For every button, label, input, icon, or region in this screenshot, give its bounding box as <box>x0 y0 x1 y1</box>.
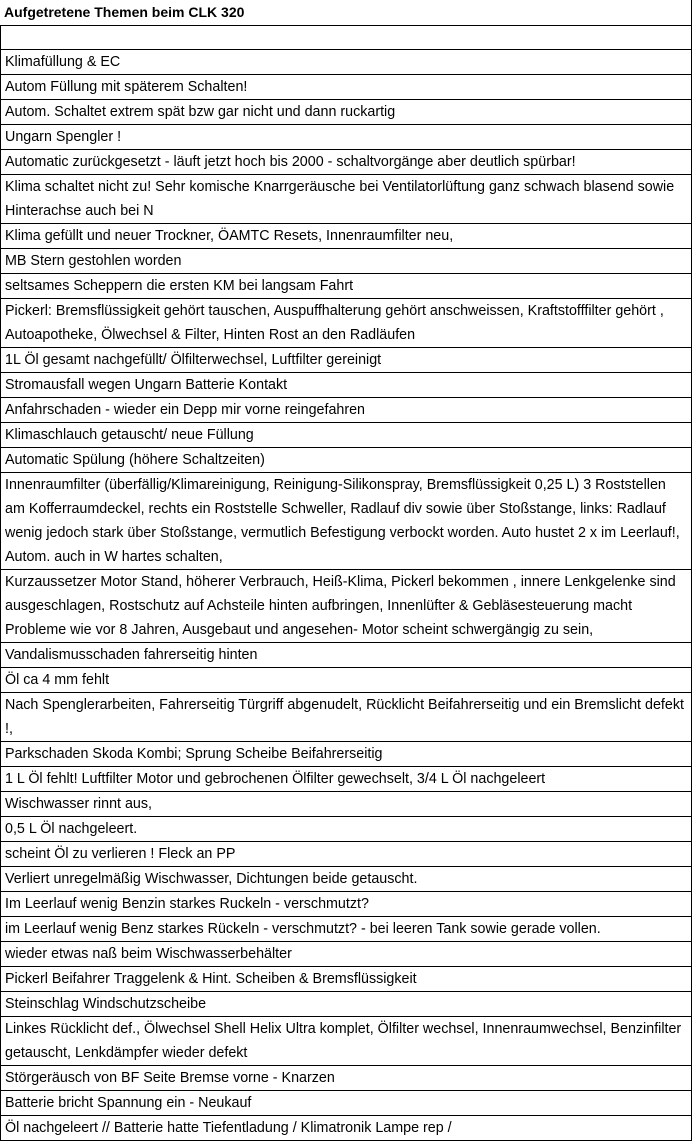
table-cell[interactable]: Automatic zurückgesetzt - läuft jetzt hoch bis 2000 - schaltvorgänge aber deutlich spürbar! <box>1 150 692 175</box>
table-row <box>1 224 692 249</box>
table-row <box>1 792 692 817</box>
table-cell[interactable]: 1 L Öl fehlt! Luftfilter Motor und gebrochenen Ölfilter gewechselt, 3/4 L Öl nachgeleert <box>1 767 692 792</box>
issues-table-body <box>1 26 692 1141</box>
table-row <box>1 125 692 150</box>
table-cell[interactable]: Steinschlag Windschutzscheibe <box>1 992 692 1017</box>
table-row <box>1 448 692 473</box>
table-row <box>1 1116 692 1141</box>
table-row <box>1 967 692 992</box>
table-cell[interactable]: Innenraumfilter (überfällig/Klimareinigung, Reinigung-Silikonspray, Bremsflüssigkeit 0,25 L) 3 Roststellen am Kofferraumdeckel, rechts ein Roststelle Schweller, Radlauf div sowie über Stoßstange, links: Radlauf wenig jedoch stark über Stoßstange, vermutlich Befestigung verbockt worden. Auto hustet 2 x im Leerlauf!, Autom. auch in W hartes schalten, <box>1 473 692 570</box>
table-row <box>1 917 692 942</box>
table-cell[interactable]: Nach Spenglerarbeiten, Fahrerseitig Türgriff abgenudelt, Rücklicht Beifahrerseitig und ein Bremslicht defekt !, <box>1 693 692 742</box>
table-cell[interactable]: Pickerl: Bremsflüssigkeit gehört tauschen, Auspuffhalterung gehört anschweissen, Kraftstofffilter gehört , Autoapotheke, Ölwechsel & Filter, Hinten Rost an den Radläufen <box>1 299 692 348</box>
table-cell[interactable]: Klimaschlauch getauscht/ neue Füllung <box>1 423 692 448</box>
table-row <box>1 1066 692 1091</box>
issues-table <box>0 25 692 1141</box>
table-row <box>1 842 692 867</box>
table-cell[interactable]: Ungarn Spengler ! <box>1 125 692 150</box>
table-cell[interactable]: Batterie bricht Spannung ein - Neukauf <box>1 1091 692 1116</box>
table-row <box>1 373 692 398</box>
table-cell[interactable]: Parkschaden Skoda Kombi; Sprung Scheibe Beifahrerseitig <box>1 742 692 767</box>
table-cell[interactable]: Klima gefüllt und neuer Trockner, ÖAMTC Resets, Innenraumfilter neu, <box>1 224 692 249</box>
table-cell[interactable]: Autom. Schaltet extrem spät bzw gar nicht und dann ruckartig <box>1 100 692 125</box>
table-row <box>1 1091 692 1116</box>
table-cell[interactable]: Im Leerlauf wenig Benzin starkes Ruckeln - verschmutzt? <box>1 892 692 917</box>
table-row <box>1 175 692 224</box>
table-row <box>1 867 692 892</box>
table-cell[interactable]: Anfahrschaden - wieder ein Depp mir vorne reingefahren <box>1 398 692 423</box>
table-row <box>1 473 692 570</box>
table-cell[interactable]: Klimafüllung & EC <box>1 50 692 75</box>
table-cell[interactable]: im Leerlauf wenig Benz starkes Rückeln - verschmutzt? - bei leeren Tank sowie gerade vollen. <box>1 917 692 942</box>
table-row <box>1 249 692 274</box>
table-cell[interactable]: Autom Füllung mit späterem Schalten! <box>1 75 692 100</box>
table-row <box>1 992 692 1017</box>
table-cell[interactable]: 0,5 L Öl nachgeleert. <box>1 817 692 842</box>
table-cell[interactable]: wieder etwas naß beim Wischwasserbehälter <box>1 942 692 967</box>
table-row <box>1 693 692 742</box>
table-row <box>1 817 692 842</box>
table-cell[interactable]: Stromausfall wegen Ungarn Batterie Kontakt <box>1 373 692 398</box>
sheet-title: Aufgetretene Themen beim CLK 320 <box>0 0 692 25</box>
table-cell[interactable]: Öl nachgeleert // Batterie hatte Tiefentladung / Klimatronik Lampe rep / <box>1 1116 692 1141</box>
table-row <box>1 1017 692 1066</box>
table-row <box>1 668 692 693</box>
table-cell[interactable]: 1L Öl gesamt nachgefüllt/ Ölfilterwechsel, Luftfilter gereinigt <box>1 348 692 373</box>
table-cell[interactable]: Vandalismusschaden fahrerseitig hinten <box>1 643 692 668</box>
table-row <box>1 767 692 792</box>
table-row <box>1 398 692 423</box>
table-cell[interactable]: Pickerl Beifahrer Traggelenk & Hint. Scheiben & Bremsflüssigkeit <box>1 967 692 992</box>
table-row <box>1 50 692 75</box>
table-row <box>1 26 692 50</box>
table-row <box>1 570 692 643</box>
table-row <box>1 892 692 917</box>
table-row <box>1 348 692 373</box>
table-cell[interactable]: seltsames Scheppern die ersten KM bei langsam Fahrt <box>1 274 692 299</box>
table-cell[interactable]: Verliert unregelmäßig Wischwasser, Dichtungen beide getauscht. <box>1 867 692 892</box>
table-cell[interactable]: Kurzaussetzer Motor Stand, höherer Verbrauch, Heiß-Klima, Pickerl bekommen , innere Lenkgelenke sind ausgeschlagen, Rostschutz auf Achsteile hinten aufbringen, Innenlüfter & Gebläsesteuerung macht Probleme wie vor 8 Jahren, Ausgebaut und angesehen- Motor scheint schwergängig zu sein, <box>1 570 692 643</box>
table-cell[interactable]: Öl ca 4 mm fehlt <box>1 668 692 693</box>
table-cell[interactable]: Linkes Rücklicht def., Ölwechsel Shell Helix Ultra komplet, Ölfilter wechsel, Innenraumwechsel, Benzinfilter getauscht, Lenkdämpfer wieder defekt <box>1 1017 692 1066</box>
table-cell[interactable]: Störgeräusch von BF Seite Bremse vorne - Knarzen <box>1 1066 692 1091</box>
table-row <box>1 274 692 299</box>
table-cell[interactable]: Automatic Spülung (höhere Schaltzeiten) <box>1 448 692 473</box>
table-cell[interactable]: Klima schaltet nicht zu! Sehr komische Knarrgeräusche bei Ventilatorlüftung ganz schwach blasend sowie Hinterachse auch bei N <box>1 175 692 224</box>
table-row <box>1 75 692 100</box>
table-row <box>1 942 692 967</box>
table-cell[interactable] <box>1 26 692 50</box>
table-row <box>1 643 692 668</box>
table-row <box>1 742 692 767</box>
table-cell[interactable]: MB Stern gestohlen worden <box>1 249 692 274</box>
table-cell[interactable]: Wischwasser rinnt aus, <box>1 792 692 817</box>
table-cell[interactable]: scheint Öl zu verlieren ! Fleck an PP <box>1 842 692 867</box>
table-row <box>1 299 692 348</box>
table-row <box>1 150 692 175</box>
table-row <box>1 100 692 125</box>
table-row <box>1 423 692 448</box>
